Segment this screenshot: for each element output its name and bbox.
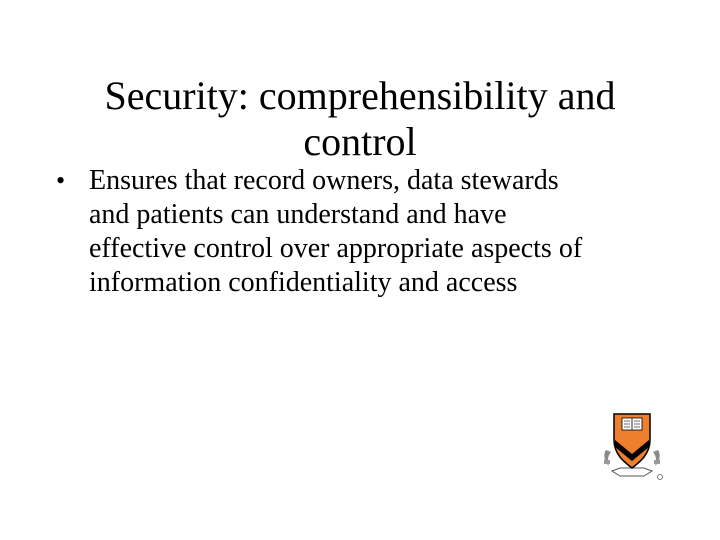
registered-mark xyxy=(658,475,663,480)
bullet-text-line-2: and patients can understand and have xyxy=(89,199,507,230)
bullet-item xyxy=(56,164,676,300)
princeton-shield-icon xyxy=(600,410,664,482)
princeton-shield-logo-svg xyxy=(600,410,664,482)
bullet-text-line-3: effective control over appropriate aspects of xyxy=(89,233,583,264)
bullet-text-line-4: information confidentiality and access xyxy=(89,267,518,298)
ribbon xyxy=(612,468,652,476)
bullet-list xyxy=(56,164,676,300)
bullet-text-line-1: Ensures that record owners, data stewards xyxy=(89,165,559,196)
slide-title-line-2: control xyxy=(303,118,417,164)
slide-title-line-1: Security: comprehensibility and xyxy=(104,72,616,118)
bullet-marker: • xyxy=(56,166,66,195)
slide-title xyxy=(36,73,684,165)
